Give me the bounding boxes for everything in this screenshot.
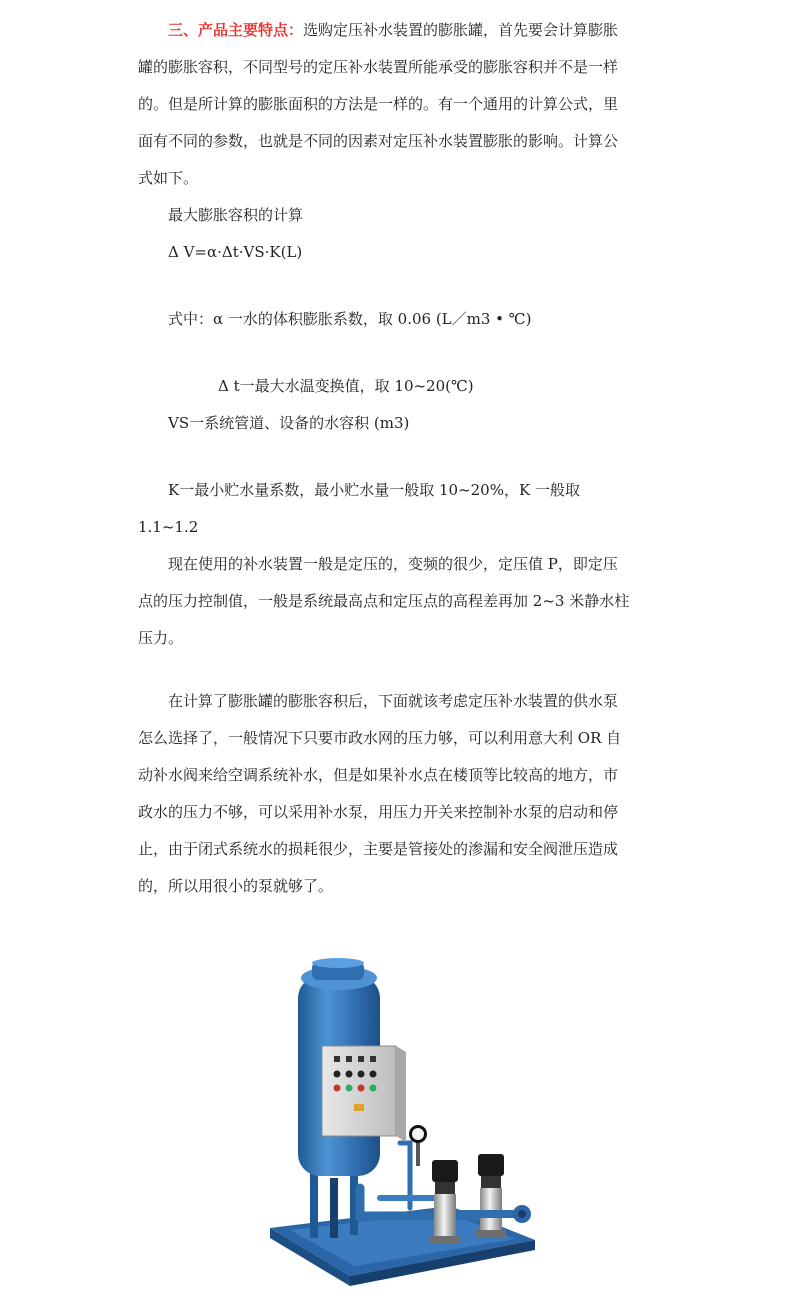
intro-paragraph — [138, 12, 632, 197]
alpha-definition: 式中：α 一水的体积膨胀系数，取 0.06 (L／m3 • ℃) — [168, 310, 532, 328]
article-body — [138, 12, 632, 905]
formula-title: 最大膨胀容积的计算 — [168, 206, 304, 224]
pump-paragraph: 在计算了膨胀罐的膨胀容积后，下面就该考虑定压补水装置的供水泵怎么选择了，一般情况下只要市政水网的压力够，可以利用意大利 OR 自动补水阀来给空调系统补水，但是如果补水点在楼顶等比较高的地方，市政水的压力不够，可以采用补水泵，用压力开关来控制补水泵的启动和停止，由于闭式系统水的损耗很少，主要是管接处的渗漏和安全阀泄压造成的，所以用很小的泵就够了。 — [138, 692, 622, 895]
constant-pressure-water-supply-unit-image — [250, 958, 540, 1290]
equipment-illustration — [250, 958, 540, 1290]
tank-legs — [310, 1173, 358, 1238]
section-heading: 三、产品主要特点： — [168, 21, 304, 39]
k-definition: K一最小贮水量系数，最小贮水量一般取 10~20%，K 一般取 1.1~1.2 — [138, 481, 580, 536]
vs-definition: VS一系统管道、设备的水容积 (m3) — [168, 414, 410, 432]
pump-right — [476, 1154, 506, 1238]
pressure-paragraph: 现在使用的补水装置一般是定压的，变频的很少，定压值 P，即定压点的压力控制值，一般是系统最高点和定压点的高程差再加 2~3 米静水柱压力。 — [138, 555, 630, 647]
delta-t-definition: Δ t一最大水温变换值，取 10~20(℃) — [218, 377, 474, 395]
formula: Δ V=α·Δt·VS·K(L) — [168, 243, 303, 261]
intro-text: 选购定压补水装置的膨胀罐，首先要会计算膨胀罐的膨胀容积，不同型号的定压补水装置所能承受的膨胀容积并不是一样的。但是所计算的膨胀面积的方法是一样的。有一个通用的计算公式，里面有不同的参数，也就是不同的因素对定压补水装置膨胀的影响。计算公式如下。 — [138, 21, 619, 187]
pump-left — [430, 1160, 460, 1244]
control-cabinet — [322, 1046, 406, 1142]
